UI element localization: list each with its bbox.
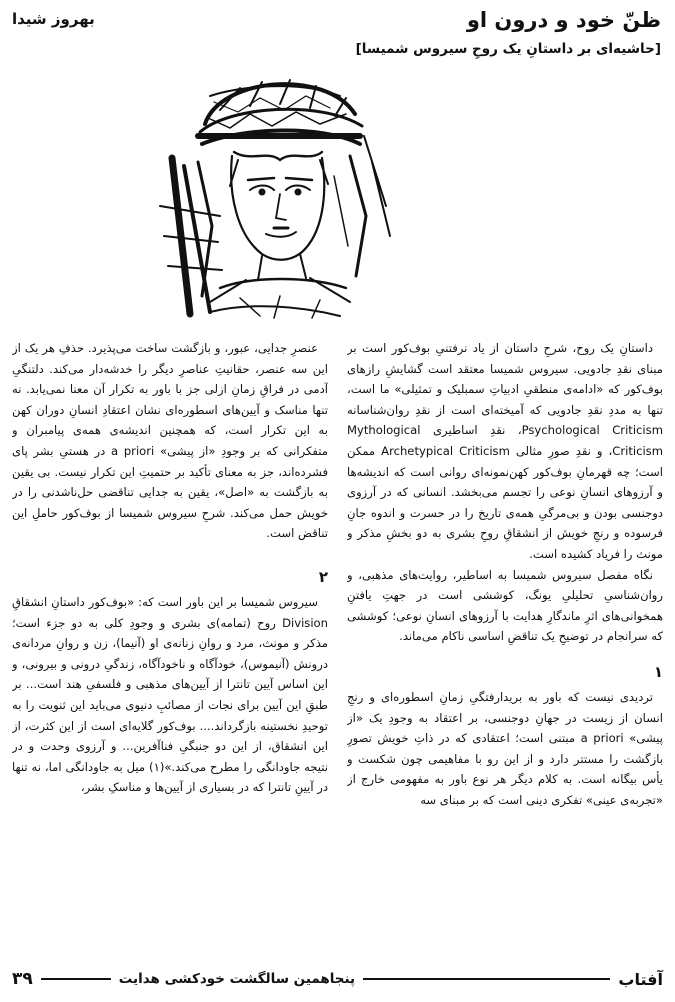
footer-rule: [363, 978, 610, 980]
intro-paragraph-2: نگاه مفصل سیروس شمیسا به اساطیر، روایت‌های مذهبی، و روان‌شناسیِ تحلیلیِ یونگ، کوششی است در جهتِ یافتنِ همخوانی‌های اثرِ ماندگارِ هدایت با آرزوهای انسانِ نوعی؛ کوششی که سرانجام در توضیحِ یک تناقضِ اساسی ناکام می‌ماند.: [347, 567, 663, 644]
page-footer: [12, 964, 663, 994]
footer-caption: پنجاهمین سالگشت خودکشی هدایت: [118, 971, 356, 987]
continued-paragraph: عنصرِ جدایی، عبور، و بازگشت ساخت می‌پذیرد. حذفِ هر یک از این سه عنصر، حقانیتِ عناصرِ دیگر را خدشه‌دار می‌کند. دلتنگیِ آدمی در فراقِ زمانِ ازلی جز با باور به تکرار آن معنا نمی‌یابد. نه تنها مناسک و آیین‌های اسطوره‌ای نشان اعتقادِ انسانِ دوران کهن به این تکرار است، که همچنین اندیشه‌ی همه‌ی پیامبران و متفکرانی که بر وجودِ «از پیشی» a priori در هستیِ بشر پای فشرده‌اند، جز به معنای تأکید بر حتمیتِ این تکرار نیست. بی یقین به بازگشت به «اصل»، یقین به جدایی تناقضی حل‌ناشدنی را در خویش حمل می‌کند. شرحِ سیروس شمیسا از بوف‌کور حاملِ این تناقض است.: [12, 341, 328, 541]
section-number-1: ۱: [653, 662, 663, 681]
footer-rule-short: [41, 978, 111, 980]
page-number: ۳۹: [12, 969, 33, 989]
article-column-right: [347, 338, 663, 956]
article-subtitle: [حاشیه‌ای بر داستانِ یک روحِ سیروس شمیسا]: [355, 41, 661, 57]
journal-name: آفتاب: [618, 969, 663, 989]
section-2-paragraph: سیروس شمیسا بر این باور است که: «بوف‌کور داستانِ انشقاقِ Division روح (تمامه)ی بشری و وجودِ کلی به دو جزء است؛ مذکر و مونث، مرد و روانِ زنانه‌ی او (آنیما)، زن و روانِ مردانه‌ی درونش (آنیموس)، خودآگاه و ناخودآگاه، زندگیِ درونی و بیرونی، و این اساس آیین تانترا از آیین‌های مذهبی و فلسفیِ هند است... بر طبقِ این آیین برای نجات از مصائبِ دنیوی می‌باید این ثنویت را به توحیدِ نخستینه بازگرداند.... بوف‌کور گلایه‌ای است از این کثرت، از این انشقاق، از این دو جنبگیِ فناآفرین... و آرزوی وحدت و در نتیجه جاودانگی را مطرح می‌کند.»(۱) میل به جاودانگی اما، نه تنها در آیینِ تانترا که در بسیاری از آیین‌ها و مناسکِ بشر،: [12, 594, 328, 795]
intro-paragraph-1: داستانِ یک روح، شرحِ داستان از یاد نرفتنیِ بوف‌کور است بر مبنای نقدِ جادویی. سیروس شمیسا معتقد است گشایشِ رازهای بوف‌کور که «ادامه‌ی منطقیِ ادبیاتِ سمبلیک و تمثیلی» ما است، تنها به مددِ نقدِ جادویی که آمیخته‌ای است از نقدِ روان‌شناسانه Psychological Criticism، نقدِ اساطیری Mythological Criticism، و نقدِ صورِ مثالی Archetypical Criticism ممکن است؛ چه قهرمانِ بوف‌کور کهن‌نمونه‌ای روانی است که اندیشه‌ها و آرزوهای انسانِ نوعی را تجسم می‌بخشد. انسانی که در آرزوی دوجنسی بودن و بی‌مرگیِ همه‌ی تاریخ را در حسرت و اندوه جانِ فرسوده و رنجِ خویش از انشقاقِ روحِ بشری به دو بخشِ مذکر و مونث را فریاد کشیده است.: [347, 341, 663, 561]
article-column-left: [12, 338, 328, 958]
section-number-2: ۲: [318, 567, 328, 586]
author-name: بهروز شیدا: [12, 10, 95, 28]
section-1-paragraph: تردیدی نیست که باور به بریدارفتگیِ زمانِ اسطوره‌ای و رنجِ انسان از زیست در جهانِ دوجنسی، بر اعتقاد به وجودِ یک «از پیشی» a priori مبتنی است؛ اعتقادی که در ذاتِ خویش تصورِ بازگشت را مستتر دارد و از این رو با مفاهیمی چون شکست و یأس بیگانه است. به کلام دیگر هر نوع باور به مفهومی خارج از «تجربه‌ی عینی» تفکری دینی است که بر مبنای سه: [347, 689, 663, 807]
portrait-sketch-illustration: [150, 66, 400, 324]
article-title: ظنّ خود و درون او: [466, 8, 661, 32]
